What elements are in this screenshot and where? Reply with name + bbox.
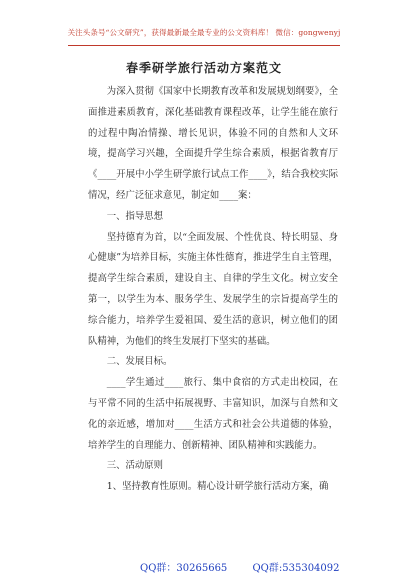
document-body xyxy=(88,82,338,498)
section-heading-activity-principles: 三、活动原则 xyxy=(106,460,164,472)
footer-contact xyxy=(140,559,340,574)
header-banner: 关注头条号“公文研究”，获得最新最全最专业的公文资料库！ 微信：gongwenyj xyxy=(67,28,341,37)
footer-qq-group-2: QQ群:535304092 xyxy=(252,563,340,574)
body-paragraph-development-goals: ____学生通过____旅行、集中食宿的方式走出校园，在与平常不同的生活中拓展视野、丰富知识，加深与自然和文化的亲近感，增加对____生活方式和社会公共道德的体验，培养学生的自理能力、创新精神、团队精神和实践能力。 xyxy=(88,377,338,451)
body-paragraph-guiding-ideology: 坚持德育为首，以“全面发展、个性优良、特长明显、身心健康”为培养目标，实施主体性德育，推进学生自主管理，提高学生综合素质，建设自主、自律的学生文化。树立安全第一，以学生为本、服务学生、发展学生的宗旨提高学生的综合能力，培养学生爱祖国、爱生活的意识，树立他们的团队精神，为他们的终生发展打下坚实的基础。 xyxy=(88,231,338,347)
footer-qq-group-1: QQ群：30265665 xyxy=(140,563,228,574)
body-paragraph-intro: 为深入贯彻《国家中长期教育改革和发展规划纲要》，全面推进素质教育，深化基础教育课程改革，让学生能在旅行的过程中陶冶情操、增长见识，体验不同的自然和人文环境，提高学习兴趣，全面提升学生综合素质，根据省教育厅《____开展中小学生研学旅行试点工作____》，结合我校实际情况，经广泛征求意见，制定如____案： xyxy=(88,86,338,201)
header-divider xyxy=(68,45,340,46)
section-heading-development-goals: 二、发展目标。 xyxy=(106,356,173,368)
body-paragraph-principle-1: 1、坚持教育性原则。精心设计研学旅行活动方案，确 xyxy=(106,481,329,493)
page-title: 春季研学旅行活动方案范文 xyxy=(125,61,282,75)
section-heading-guiding-ideology: 一、指导思想 xyxy=(106,210,164,222)
